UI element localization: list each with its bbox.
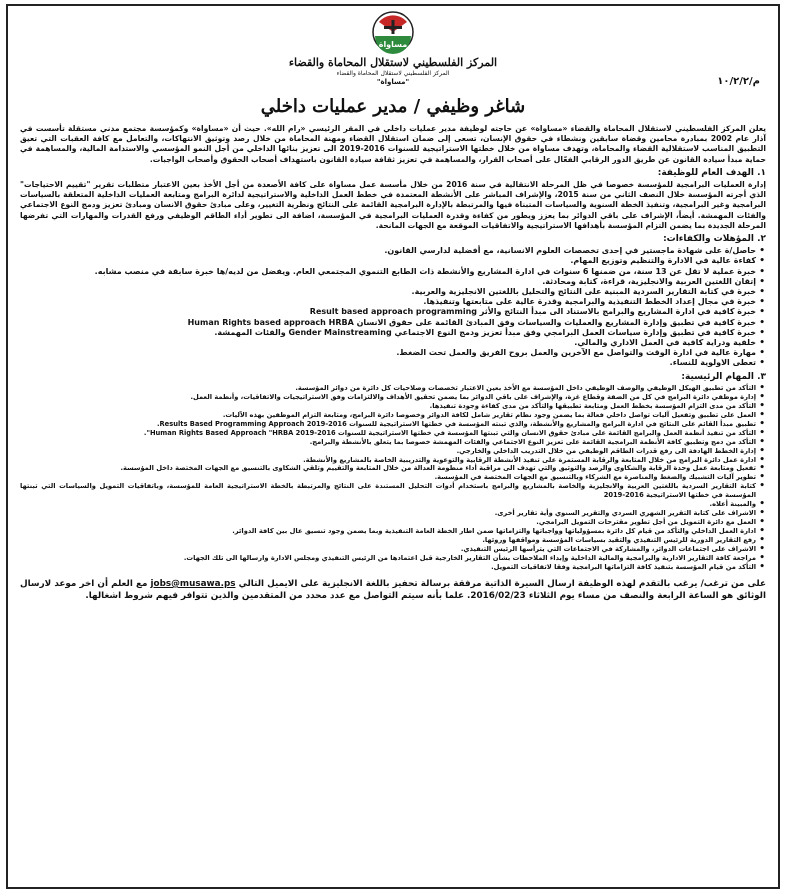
list-item: • خبرة كافية في ادارة المشاريع والبرامج بالاستناد الى مبدأ النتائج والأثر Result based approach programming	[20, 307, 756, 317]
list-item: • خبرة كافية في تطبيق وإدارة سياسات العمل البرامجي وفق مبدأ تعزيز ودمج النوع الاجتماعي Gender Mainstreaming والفئات المهمشة.	[20, 328, 756, 338]
list-item: • خبرة في مجال إعداد الخطط التنفيذية والبرامجية وقدرة عالية على متابعتها وتنفيذها.	[20, 297, 756, 307]
list-item: • خلفية ودراية كافية في العمل الاداري والمالي.	[20, 338, 756, 348]
list-item: • تعطى الاولوية للنساء.	[20, 358, 756, 368]
list-item: • ادارة عمل دائرة البرامج من خلال المتابعة والرقابة المستمرة على تنفيذ الأنشطة الرقابية والتوعوية والتدريبية الخاصة بالمشاريع والأنشطة.	[20, 456, 756, 465]
section-heading-goal: ١. الهدف العام للوظيفة:	[657, 167, 766, 178]
list-item: • التأكد من تنفيذ أنظمة العمل والبرامج القائمة على مبادئ حقوق الانسان والتي تبنتها المؤسسة في خطتها الاستراتيجية للسنوات 2016-2019 Human Rights Based Approach "HRBA".	[20, 429, 756, 438]
list-item: • حاصل/ة على شهادة ماجستير في إحدى تخصصات العلوم الانسانية، مع أفضلية لدارسي القانون.	[20, 246, 756, 256]
list-item: • والمبينة أعلاه.	[20, 500, 756, 509]
logo-text: مساواة	[378, 40, 408, 49]
reference-number: م/١٠/٢/٢	[717, 76, 760, 87]
list-item: • تفعيل ومتابعة عمل وحدة الرقابة والشكاوى والرصد والتوثيق والتي تهدف الى مراقبة أداء منظومة العدالة من خلال المتابعة والتقييم وتلقي الشكاوى بالتنسيق مع الجهات المختصة داخل المؤسسة.	[20, 464, 756, 473]
list-item: • خبرة في كتابة التقارير السردية المبنية على النتائج والتحليل باللغتين الانجليزية والعربية.	[20, 287, 756, 297]
list-item: • الاشراف على اجتماعات الدوائر، والمشاركة في الاجتماعات التي يترأسها الرئيس التنفيذي.	[20, 545, 756, 554]
list-item: • مراجعة كافة التقارير الادارية والبرامجية والمالية الداخلية وإبداء الملاحظات بشأن التقارير الخارجية قبل اعتمادها من الرئيس التنفيذي ومجلس الادارة وارسالها الى تلك الجهات.	[20, 554, 756, 563]
list-item: • إتقان اللغتين العربية والانجليزية، قراءة، كتابة ومحادثة.	[20, 277, 756, 287]
list-item: • إدارة موظفي دائرة البرامج في كل من الضفة وقطاع غزة، والإشراف على باقي الدوائر بما يضمن تحقيق الأهداف والالتزامات وفق الاستراتيجيات والاتفاقيات، وأنظمة العمل.	[20, 393, 756, 402]
list-item: • التأكد من قيام المؤسسة بتنفيذ كافة التزاماتها البرامجية وفقا لاتفاقيات التمويل.	[20, 563, 756, 572]
list-item: • ادارة العمل الداخلي والتأكد من قيام كل دائرة بمسؤولياتها وواجباتها والتزاماتها ضمن اطار الخطة العامة التنفيذية وبما يضمن وجود تنسيق عال بين كافة الدوائر.	[20, 527, 756, 536]
list-item: • التأكد من دمج وتطبيق كافة الأنظمة البرامجية القائمة على تعزيز النوع الاجتماعي والفئات المهمشة خصوصا بما يتعلق بالأنشطة والبرامج.	[20, 438, 756, 447]
list-item: • خبرة كافية في تطبيق وإدارة المشاريع والعمليات والسياسات وفق المبادئ القائمة على حقوق الانسان Human Rights based approach HRBA	[20, 318, 756, 328]
list-item: • إدارة الخطط الهادفة الى رفع قدرات الطاقم الوظيفي من خلال التدريب الداخلي والخارجي.	[20, 447, 756, 456]
org-subline: المركز الفلسطيني لاستقلال المحاماة والقضاء	[336, 70, 450, 77]
closing-text-after: مع العلم أن اخر موعد لارسال الوثائق هو الساعة الرابعة والنصف من مساء يوم الثلاثاء 2016/02/23. علما بأنه سيتم التواصل مع عدد محدد من المتقدمين والذين تتوافر فيهم شروط اشغالها.	[20, 578, 766, 601]
list-item: • مهارة عالية في ادارة الوقت والتواصل مع الآخرين والعمل بروح الفريق والعمل تحت الضغط.	[20, 348, 756, 358]
list-item: • رفع التقارير الدورية للرئيس التنفيذي والتقيد بسياسات المؤسسة ومواقفها وروئها.	[20, 536, 756, 545]
list-item: • تطوير آليات التشبيك والضغط والمناصرة مع الشركاء وبالتنسيق مع الجهات المختصة في المؤسسة.	[20, 473, 756, 482]
section-heading-qualifications: ٢. المؤهلات والكفاءات:	[663, 234, 766, 245]
list-item: • الاشراف على كتابة التقرير الشهري السردي والتقرير السنوي وأية تقارير أخرى.	[20, 509, 756, 518]
tasks-list	[20, 384, 766, 572]
list-item: • التأكد من تطبيق الهيكل الوظيفي والوصف الوظيفي داخل المؤسسة مع الأخذ بعين الاعتبار تخصصات وصلاحيات كل دائرة من دوائر المؤسسة.	[20, 384, 756, 393]
letterhead	[20, 6, 766, 94]
qualifications-list	[20, 246, 766, 368]
list-item: • كتابة التقارير السردية باللغتين العربية والانجليزية والخاصة بالمشاريع والبرامج باستخدام أدوات التحليل المستندة على النتائج والمرتبطة بالخطة الاستراتيجية العامة للمؤسسة، وباتفاقيات التمويل والسياسات التي تبنتها المؤسسة في خطتها الاستراتيجية 2016-2019	[20, 482, 756, 500]
email-link[interactable]: jobs@musawa.ps	[150, 578, 236, 589]
closing-text-before: على من ترغب/ يرغب بالتقدم لهذه الوظيفة ارسال السيرة الذاتية مرفقة برسالة تحفيز باللغة الانجليزية على الايميل التالي	[238, 578, 766, 589]
org-name: المركز الفلسطيني لاستقلال المحاماة والقضاء	[288, 56, 498, 69]
list-item: • كفاءة عالية في الادارة والتنظيم وتوزيع المهام.	[20, 256, 756, 266]
list-item: • التأكد من مدى التزام المؤسسة بخطط العمل ومتابعة تطبيقها والتأكد من مدى كفاءة وجودة تنفيذها.	[20, 402, 756, 411]
closing-paragraph	[20, 578, 766, 602]
list-item: • العمل مع دائرة التمويل من أجل تطوير مقترحات التمويل البرامجي.	[20, 518, 756, 527]
goal-paragraph: إدارة العمليات البرامجية للمؤسسة خصوصا في ظل المرحلة الانتقالية في سنة 2016 من خلال مأسسة عمل مساواة على كافة الأصعدة من أجل الأخذ بعين الاعتبار متطلبات تقرير "تقييم الاحتياجات" الذي أجرته المؤسسة خلال النصف الثاني من سنة 2015، والإشراف المباشر على الأنشطة المعتمدة في خطط العمل الداخلية والاستراتيجية لدائرة البرامج ومتابعة العمليات الداخلية المتعلقة بالسياسات البرامجية وغير البرامجية، وتنفيذ الخطة السنوية والسياسات المتبناة فيها والمرتبطة بالإدارة البرامجية القائمة على النتائج ونظرية التغيير، وعلى مبادئ حقوق الانسان ومبادئ تعزيز ودمج النوع الاجتماعي والفئات المهمشة. أيضاً، الإشراف على باقي الدوائر بما يعزز ويطور من كفاءة وقدرة العمليات البرامجية في المؤسسة، اضافة الى تطوير أداء الطاقم الوظيفي ورفع القدرات والمهارات التي تفرضها المرحلة الجديدة بما يضمن التزام المؤسسة بأهدافها الاستراتيجية والاتفاقيات الموقعة مع الجهات المانحة.	[20, 180, 767, 230]
intro-paragraph: يعلن المركز الفلسطيني لاستقلال المحاماة والقضاء «مساواة» عن حاجته لوظيفة مدير عمليات داخلي في المقر الرئيسي «رام الله». حيث أن «مساواة» وكمؤسسة مجتمع مدني مستقلة تأسست في آذار عام 2002 بمبادرة محامين وقضاة سابقين ونشطاء في حقوق الإنسان، تسعى إلى ضمان استقلال القضاء ومهنة المحاماة من خلال رصد وتوثيق الانتهاكات، والتعامل مع كافة العقبات التي تعيق التطبيق المناسب لاستقلالية القضاء والمحاماة، وتهدف مساواة من خلال خطتها الاستراتيجية للسنوات 2016-2019 الى تعزيز بنائها الداخلي من أجل النمو المؤسسي والاستدامة المالية، والمساهمة في حماية مبدأ سيادة القانون عن طريق الدور الرقابي الفعّال على أصحاب القرار، والمساهمة في تعزيز ثقافة سيادة القانون باستهداف أصحاب الحقوق وأصحاب الواجبات.	[20, 124, 766, 164]
page-title: شاغر وظيفي / مدير عمليات داخلي	[260, 96, 526, 117]
list-item: • خبرة عملية لا تقل عن 13 سنة، من ضمنها 6 سنوات في ادارة المشاريع والأنشطة ذات الطابع التنموي المجتمعي العام. ويفضل من لديه/ها خبرة سابقة في منصب مشابه.	[20, 267, 756, 277]
section-heading-tasks: ٣. المهام الرئيسية:	[681, 371, 766, 382]
list-item: • تطبيق مبدأ القائم على النتائج في ادارة البرامج والمشاريع والأنشطة، والذي تبنته المؤسسة في خطتها الاستراتيجية للسنوات 2016-2019 Results Based Programming Approach.	[20, 420, 756, 429]
musawa-logo-icon	[370, 10, 416, 56]
list-item: • العمل على تطبيق وتفعيل آليات تواصل داخلي فعالة بما يضمن وجود نظام تقارير شامل لكافة الدوائر وخصوصا دائرة البرامج، ومتابعة التزام الموظفين بهذه الآليات.	[20, 411, 756, 420]
job-announcement	[6, 4, 780, 889]
org-quote: "مساواة"	[376, 78, 410, 86]
